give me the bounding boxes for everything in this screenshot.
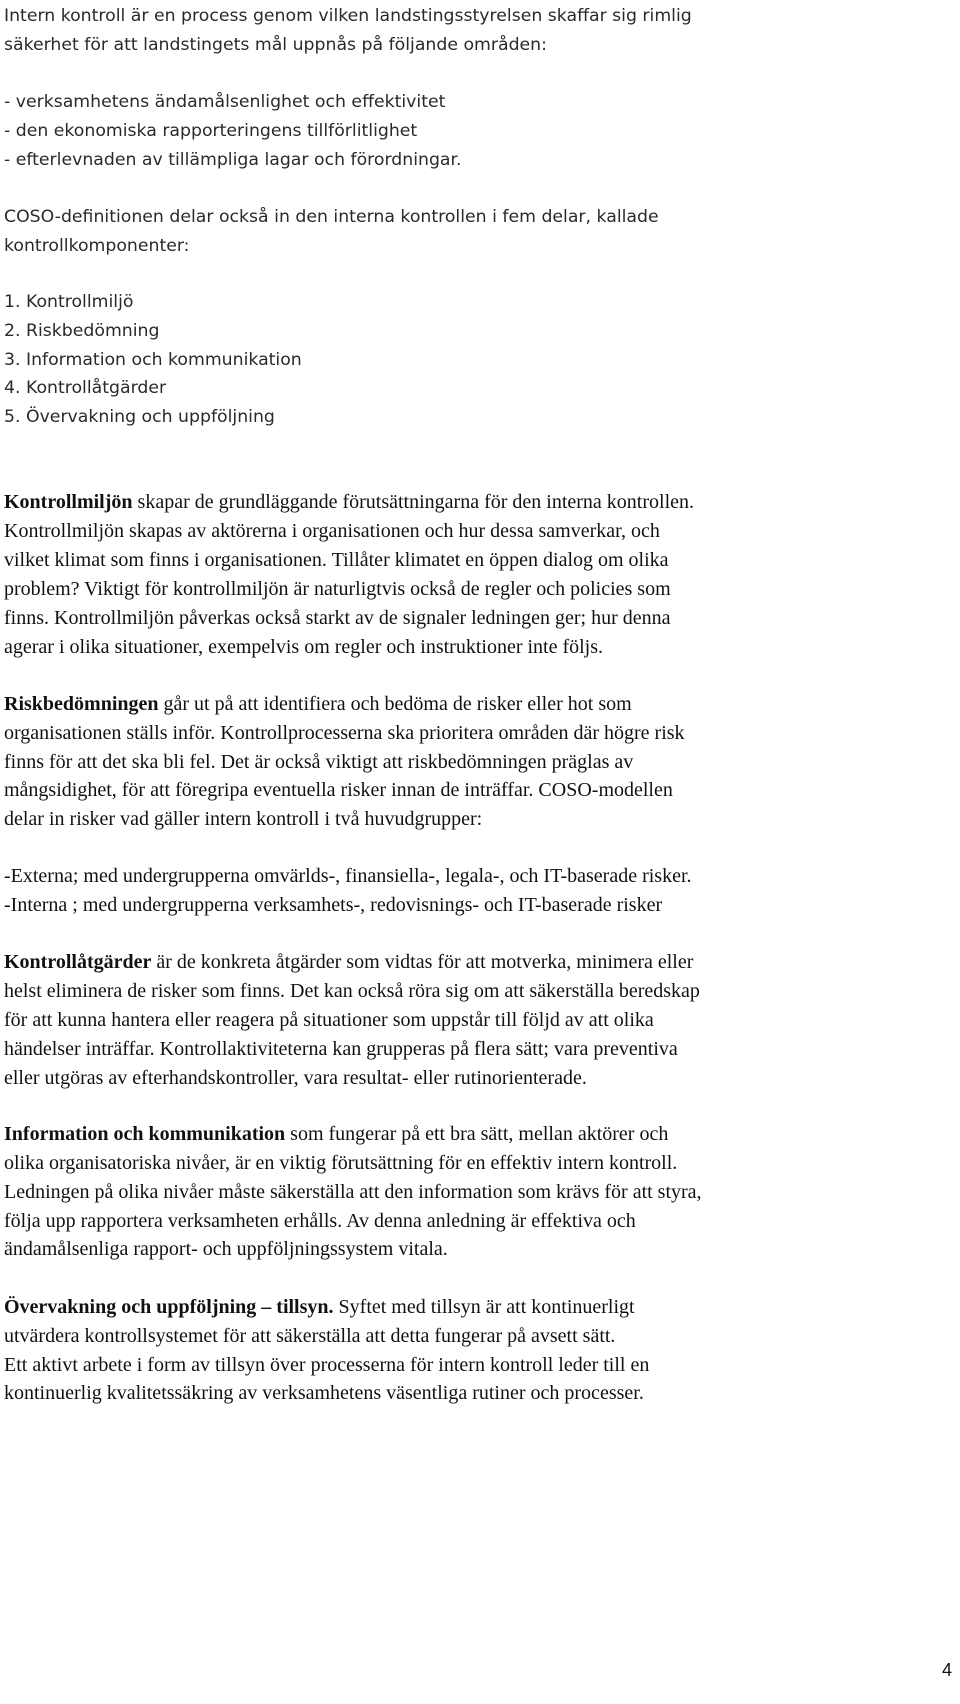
riskbedomning-line-1-text: går ut på att identifiera och bedöma de risker eller hot som [158,693,632,715]
overvakning-line-3: Ett aktivt arbete i form av tillsyn över processerna för intern kontroll leder till en [4,1354,650,1376]
risk-group-external: -Externa; med undergrupperna omvärlds-, finansiella-, legala-, och IT-baserade risker. [4,865,692,887]
kontrollmiljo-line-6: agerar i olika situationer, exempelvis om regler och instruktioner inte följs. [4,636,604,658]
overvakning-line-1 [4,1293,635,1322]
kontrollmiljo-line-5: finns. Kontrollmiljön påverkas också starkt av de signaler ledningen ger; hur denna [4,607,671,629]
riskbedomning-line-2: organisationen ställs inför. Kontrollprocesserna ska prioritera områden där högre risk [4,722,685,744]
kontrollatgarder-line-3: för att kunna hantera eller reagera på situationer som uppstår till följd av att olika [4,1009,654,1031]
riskbedomning-heading: Riskbedömningen [4,693,159,715]
information-heading: Information och kommunikation [4,1123,286,1145]
information-line-4: följa upp rapportera verksamheten erhålls. Av denna anledning är effektiva och [4,1210,636,1232]
kontrollatgarder-line-2: helst eliminera de risker som finns. Det kan också röra sig om att säkerställa beredskap [4,980,700,1002]
overvakning-line-1-text: Syftet med tillsyn är att kontinuerligt [333,1296,635,1318]
kontrollmiljo-heading: Kontrollmiljön [4,491,133,513]
page-number: 4 [941,1660,952,1680]
intro-item-3: - efterlevnaden av tillämpliga lagar och förordningar. [4,150,462,170]
intro-line-2: säkerhet för att landstingets mål uppnås på följande områden: [4,35,547,55]
information-line-1-text: som fungerar på ett bra sätt, mellan aktörer och [285,1123,669,1145]
kontrollmiljo-line-1-text: skapar de grundläggande förutsättningarna för den interna kontrollen. [132,491,695,513]
component-item-2: 2. Riskbedömning [4,321,160,341]
component-item-3: 3. Information och kommunikation [4,350,302,370]
kontrollatgarder-line-1-text: är de konkreta åtgärder som vidtas för att motverka, minimera eller [151,951,694,973]
component-item-4: 4. Kontrollåtgärder [4,378,167,398]
information-line-2: olika organisatoriska nivåer, är en viktig förutsättning för en effektiv intern kontroll. [4,1152,678,1174]
coso-line-2: kontrollkomponenter: [4,236,190,256]
component-item-1: 1. Kontrollmiljö [4,292,134,312]
riskbedomning-line-5: delar in risker vad gäller intern kontroll i två huvudgrupper: [4,808,483,830]
kontrollatgarder-line-1 [4,948,693,977]
riskbedomning-line-4: mångsidighet, för att föregripa eventuella risker innan de inträffar. COSO-modellen [4,779,673,801]
risk-group-internal: -Interna ; med undergrupperna verksamhets-, redovisnings- och IT-baserade risker [4,894,663,916]
information-line-3: Ledningen på olika nivåer måste säkerställa att den information som krävs för att styra, [4,1181,702,1203]
coso-line-1: COSO-definitionen delar också in den interna kontrollen i fem delar, kallade [4,207,659,227]
intro-line-1: Intern kontroll är en process genom vilken landstingsstyrelsen skaffar sig rimlig [4,6,692,26]
kontrollmiljo-line-4: problem? Viktigt för kontrollmiljön är naturligtvis också de regler och policies som [4,578,671,600]
kontrollmiljo-line-3: vilket klimat som finns i organisationen. Tillåter klimatet en öppen dialog om olika [4,549,669,571]
riskbedomning-line-3: finns för att det ska bli fel. Det är också viktigt att riskbedömningen präglas av [4,751,634,773]
overvakning-line-2: utvärdera kontrollsystemet för att säkerställa att detta fungerar på avsett sätt. [4,1325,616,1347]
information-line-1 [4,1120,668,1149]
intro-item-1: - verksamhetens ändamålsenlighet och effektivitet [4,92,446,112]
kontrollmiljo-line-1 [4,488,694,517]
overvakning-line-4: kontinuerlig kvalitetssäkring av verksamhetens väsentliga rutiner och processer. [4,1382,644,1404]
information-line-5: ändamålsenliga rapport- och uppföljningssystem vitala. [4,1238,448,1260]
kontrollatgarder-line-5: eller utgöras av efterhandskontroller, vara resultat- eller rutinorienterade. [4,1067,587,1089]
intro-item-2: - den ekonomiska rapporteringens tillförlitlighet [4,121,418,141]
kontrollatgarder-heading: Kontrollåtgärder [4,951,152,973]
kontrollmiljo-line-2: Kontrollmiljön skapas av aktörerna i organisationen och hur dessa samverkar, och [4,520,660,542]
overvakning-heading: Övervakning och uppföljning – tillsyn. [4,1296,334,1318]
riskbedomning-line-1 [4,690,632,719]
kontrollatgarder-line-4: händelser inträffar. Kontrollaktiviteterna kan grupperas på flera sätt; vara preventiva [4,1038,678,1060]
component-item-5: 5. Övervakning och uppföljning [4,407,275,427]
